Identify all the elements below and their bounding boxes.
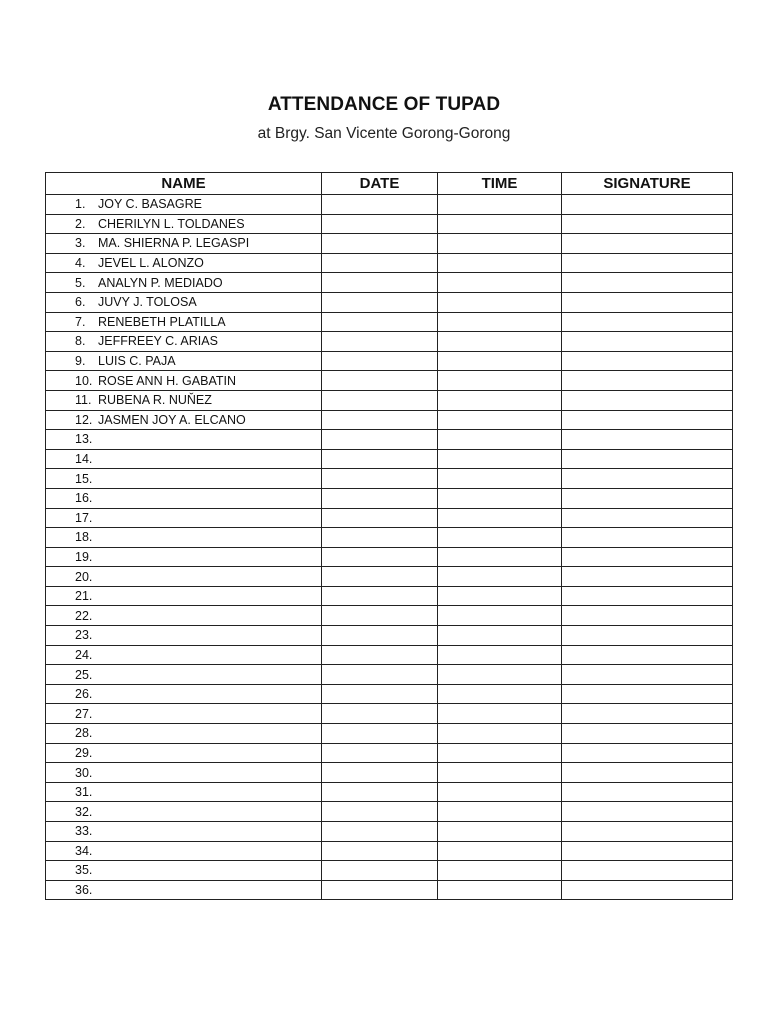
table-row: [46, 273, 733, 293]
time-cell: [438, 351, 562, 371]
table-row: [46, 332, 733, 352]
name-cell: [46, 195, 322, 215]
name-cell: [46, 586, 322, 606]
table-row: [46, 351, 733, 371]
table-row: [46, 449, 733, 469]
name-cell: [46, 488, 322, 508]
row-number: 18.: [75, 530, 93, 545]
table-row: [46, 822, 733, 842]
time-cell: [438, 665, 562, 685]
table-row: [46, 645, 733, 665]
signature-cell: [562, 743, 733, 763]
row-number: 27.: [75, 706, 93, 721]
document-title: ATTENDANCE OF TUPAD: [267, 94, 501, 115]
time-cell: [438, 195, 562, 215]
date-cell: [322, 861, 438, 881]
time-cell: [438, 763, 562, 783]
date-cell: [322, 234, 438, 254]
time-cell: [438, 802, 562, 822]
name-cell: [46, 802, 322, 822]
row-number: 21.: [75, 589, 93, 604]
date-cell: [322, 312, 438, 332]
table-row: [46, 626, 733, 646]
date-cell: [322, 449, 438, 469]
date-cell: [322, 802, 438, 822]
time-cell: [438, 390, 562, 410]
date-cell: [322, 430, 438, 450]
row-number: 26.: [75, 687, 93, 702]
row-number: 7.: [75, 314, 86, 329]
signature-cell: [562, 312, 733, 332]
name-cell: [46, 292, 322, 312]
signature-cell: [562, 606, 733, 626]
time-cell: [438, 469, 562, 489]
date-cell: [322, 684, 438, 704]
date-cell: [322, 195, 438, 215]
date-cell: [322, 253, 438, 273]
name-cell: [46, 253, 322, 273]
table-row: [46, 253, 733, 273]
time-cell: [438, 253, 562, 273]
name-cell: [46, 763, 322, 783]
date-cell: [322, 273, 438, 293]
row-number: 10.: [75, 373, 93, 388]
time-cell: [438, 371, 562, 391]
name-cell: [46, 841, 322, 861]
row-number: 3.: [75, 236, 86, 251]
document-subtitle: at Brgy. San Vicente Gorong-Gorong: [257, 125, 511, 142]
table-row: [46, 841, 733, 861]
name-cell: [46, 214, 322, 234]
date-cell: [322, 743, 438, 763]
time-cell: [438, 822, 562, 842]
row-number: 23.: [75, 628, 93, 643]
row-number: 24.: [75, 647, 93, 662]
attendee-name: JEVEL L. ALONZO: [98, 256, 204, 271]
table-row: [46, 606, 733, 626]
time-cell: [438, 312, 562, 332]
name-cell: [46, 371, 322, 391]
date-cell: [322, 704, 438, 724]
date-cell: [322, 586, 438, 606]
date-cell: [322, 841, 438, 861]
attendee-name: ROSE ANN H. GABATIN: [98, 373, 236, 388]
row-number: 29.: [75, 745, 93, 760]
time-cell: [438, 234, 562, 254]
date-cell: [322, 645, 438, 665]
time-cell: [438, 704, 562, 724]
attendee-name: JASMEN JOY A. ELCANO: [98, 412, 246, 427]
time-cell: [438, 782, 562, 802]
name-cell: [46, 567, 322, 587]
table-row: [46, 684, 733, 704]
date-cell: [322, 292, 438, 312]
date-cell: [322, 390, 438, 410]
signature-cell: [562, 214, 733, 234]
row-number: 36.: [75, 883, 93, 898]
signature-cell: [562, 410, 733, 430]
signature-cell: [562, 488, 733, 508]
signature-cell: [562, 195, 733, 215]
signature-cell: [562, 626, 733, 646]
signature-cell: [562, 665, 733, 685]
time-cell: [438, 724, 562, 744]
date-cell: [322, 469, 438, 489]
date-cell: [322, 763, 438, 783]
signature-cell: [562, 841, 733, 861]
time-cell: [438, 606, 562, 626]
table-row: [46, 390, 733, 410]
row-number: 20.: [75, 569, 93, 584]
signature-cell: [562, 292, 733, 312]
table-row: [46, 880, 733, 900]
row-number: 1.: [75, 197, 86, 212]
time-cell: [438, 743, 562, 763]
name-cell: [46, 606, 322, 626]
row-number: 33.: [75, 824, 93, 839]
table-row: [46, 371, 733, 391]
name-cell: [46, 704, 322, 724]
name-cell: [46, 508, 322, 528]
table-row: [46, 547, 733, 567]
date-cell: [322, 214, 438, 234]
row-number: 17.: [75, 510, 93, 525]
name-cell: [46, 410, 322, 430]
signature-cell: [562, 469, 733, 489]
row-number: 9.: [75, 354, 86, 369]
date-cell: [322, 351, 438, 371]
table-row: [46, 704, 733, 724]
signature-cell: [562, 234, 733, 254]
table-row: [46, 469, 733, 489]
table-row: [46, 724, 733, 744]
time-cell: [438, 645, 562, 665]
name-cell: [46, 645, 322, 665]
row-number: 16.: [75, 491, 93, 506]
date-cell: [322, 371, 438, 391]
signature-cell: [562, 528, 733, 548]
attendee-name: JEFFREEY C. ARIAS: [98, 334, 218, 349]
table-row: [46, 586, 733, 606]
signature-cell: [562, 880, 733, 900]
date-cell: [322, 782, 438, 802]
signature-cell: [562, 508, 733, 528]
signature-cell: [562, 332, 733, 352]
date-cell: [322, 547, 438, 567]
attendee-name: LUIS C. PAJA: [98, 354, 176, 369]
name-cell: [46, 626, 322, 646]
signature-cell: [562, 586, 733, 606]
name-cell: [46, 547, 322, 567]
table-row: [46, 802, 733, 822]
date-cell: [322, 665, 438, 685]
row-number: 14.: [75, 452, 93, 467]
date-cell: [322, 508, 438, 528]
name-cell: [46, 822, 322, 842]
name-cell: [46, 234, 322, 254]
row-number: 34.: [75, 843, 93, 858]
signature-cell: [562, 822, 733, 842]
row-number: 11.: [75, 393, 92, 408]
row-number: 15.: [75, 471, 93, 486]
column-header-name: NAME: [46, 173, 322, 195]
table-row: [46, 234, 733, 254]
table-row: [46, 528, 733, 548]
name-cell: [46, 665, 322, 685]
signature-cell: [562, 371, 733, 391]
signature-cell: [562, 547, 733, 567]
name-cell: [46, 724, 322, 744]
date-cell: [322, 410, 438, 430]
table-row: [46, 567, 733, 587]
time-cell: [438, 528, 562, 548]
date-cell: [322, 626, 438, 646]
table-row: [46, 410, 733, 430]
date-cell: [322, 724, 438, 744]
time-cell: [438, 684, 562, 704]
table-row: [46, 782, 733, 802]
attendee-name: MA. SHIERNA P. LEGASPI: [98, 236, 250, 251]
table-row: [46, 665, 733, 685]
table-row: [46, 763, 733, 783]
time-cell: [438, 488, 562, 508]
date-cell: [322, 880, 438, 900]
table-row: [46, 430, 733, 450]
attendee-name: RENEBETH PLATILLA: [98, 314, 226, 329]
attendance-rows: [46, 195, 733, 900]
row-number: 2.: [75, 216, 86, 231]
date-cell: [322, 488, 438, 508]
signature-cell: [562, 567, 733, 587]
signature-cell: [562, 704, 733, 724]
signature-cell: [562, 390, 733, 410]
signature-cell: [562, 763, 733, 783]
date-cell: [322, 822, 438, 842]
table-row: [46, 195, 733, 215]
table-row: [46, 508, 733, 528]
row-number: 32.: [75, 804, 93, 819]
name-cell: [46, 743, 322, 763]
date-cell: [322, 332, 438, 352]
row-number: 12.: [75, 412, 93, 427]
column-header-date: DATE: [322, 173, 438, 195]
name-cell: [46, 528, 322, 548]
time-cell: [438, 626, 562, 646]
time-cell: [438, 449, 562, 469]
time-cell: [438, 410, 562, 430]
attendee-name: CHERILYN L. TOLDANES: [98, 216, 245, 231]
signature-cell: [562, 802, 733, 822]
row-number: 31.: [75, 785, 93, 800]
row-number: 28.: [75, 726, 93, 741]
time-cell: [438, 861, 562, 881]
name-cell: [46, 430, 322, 450]
name-cell: [46, 332, 322, 352]
row-number: 22.: [75, 608, 93, 623]
date-cell: [322, 528, 438, 548]
signature-cell: [562, 782, 733, 802]
time-cell: [438, 332, 562, 352]
signature-cell: [562, 273, 733, 293]
table-row: [46, 214, 733, 234]
attendee-name: RUBENA R. NUŇEZ: [98, 393, 212, 408]
name-cell: [46, 351, 322, 371]
row-number: 25.: [75, 667, 93, 682]
name-cell: [46, 880, 322, 900]
name-cell: [46, 273, 322, 293]
date-cell: [322, 606, 438, 626]
signature-cell: [562, 645, 733, 665]
time-cell: [438, 214, 562, 234]
time-cell: [438, 547, 562, 567]
signature-cell: [562, 351, 733, 371]
row-number: 5.: [75, 275, 86, 290]
signature-cell: [562, 449, 733, 469]
row-number: 13.: [75, 432, 93, 447]
time-cell: [438, 292, 562, 312]
row-number: 35.: [75, 863, 93, 878]
name-cell: [46, 390, 322, 410]
table-row: [46, 743, 733, 763]
time-cell: [438, 508, 562, 528]
time-cell: [438, 880, 562, 900]
name-cell: [46, 782, 322, 802]
name-cell: [46, 861, 322, 881]
name-cell: [46, 312, 322, 332]
attendance-table: [45, 172, 733, 900]
name-cell: [46, 449, 322, 469]
time-cell: [438, 567, 562, 587]
table-row: [46, 861, 733, 881]
table-row: [46, 312, 733, 332]
date-cell: [322, 567, 438, 587]
row-number: 8.: [75, 334, 86, 349]
column-header-time: TIME: [438, 173, 562, 195]
attendee-name: ANALYN P. MEDIADO: [98, 275, 223, 290]
signature-cell: [562, 861, 733, 881]
column-header-signature: SIGNATURE: [562, 173, 733, 195]
time-cell: [438, 586, 562, 606]
table-row: [46, 292, 733, 312]
signature-cell: [562, 724, 733, 744]
name-cell: [46, 684, 322, 704]
name-cell: [46, 469, 322, 489]
signature-cell: [562, 684, 733, 704]
signature-cell: [562, 253, 733, 273]
time-cell: [438, 273, 562, 293]
table-header-row: [46, 173, 733, 195]
row-number: 4.: [75, 256, 86, 271]
signature-cell: [562, 430, 733, 450]
row-number: 6.: [75, 295, 86, 310]
attendee-name: JUVY J. TOLOSA: [98, 295, 197, 310]
table-row: [46, 488, 733, 508]
row-number: 19.: [75, 549, 93, 564]
attendee-name: JOY C. BASAGRE: [98, 197, 202, 212]
time-cell: [438, 841, 562, 861]
row-number: 30.: [75, 765, 93, 780]
time-cell: [438, 430, 562, 450]
